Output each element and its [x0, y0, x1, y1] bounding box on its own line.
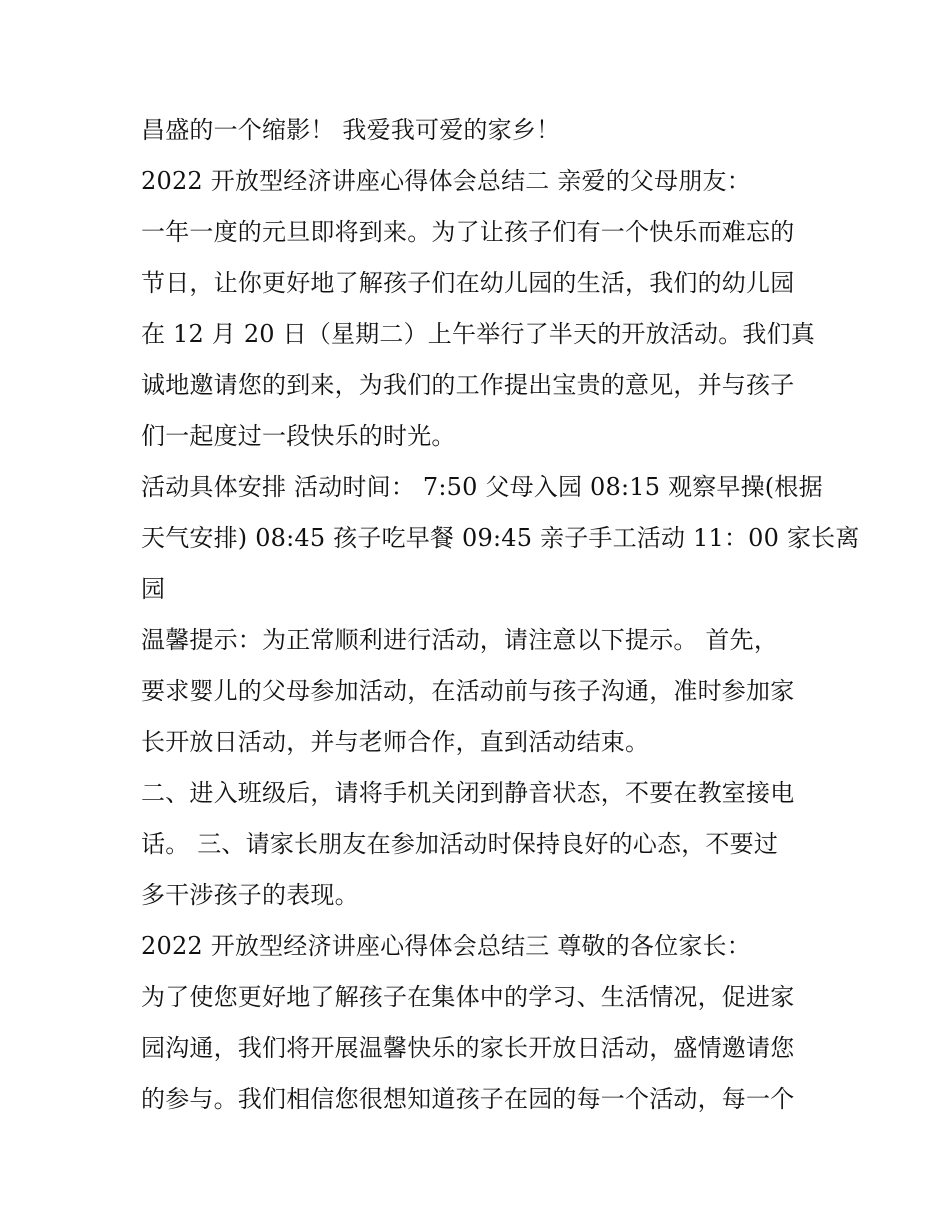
section-heading-line: 2022 开放型经济讲座心得体会总结二 亲爱的父母朋友： — [141, 167, 751, 195]
text-line: 们一起度过一段快乐的时光。 — [141, 422, 456, 450]
text-line: 园 — [141, 575, 166, 603]
text-line: 长开放日活动，并与老师合作，直到活动结束。 — [141, 728, 650, 756]
text-line: 昌盛的一个缩影！ 我爱我可爱的家乡！ — [141, 116, 561, 144]
text-line: 天气安排) 08:45 孩子吃早餐 09:45 亲子手工活动 11：00 家长离 — [141, 524, 860, 552]
text-line: 话。 三、请家长朋友在参加活动时保持良好的心态，不要过 — [141, 830, 779, 858]
text-line: 为了使您更好地了解孩子在集体中的学习、生活情况，促进家 — [141, 983, 795, 1011]
text-line: 一年一度的元旦即将到来。为了让孩子们有一个快乐而难忘的 — [141, 218, 795, 246]
text-line: 节日，让你更好地了解孩子们在幼儿园的生活，我们的幼儿园 — [141, 269, 795, 297]
text-line: 多干涉孩子的表现。 — [141, 881, 359, 909]
text-line: 的参与。我们相信您很想知道孩子在园的每一个活动，每一个 — [141, 1085, 795, 1113]
text-line: 在 12 月 20 日（星期二）上午举行了半天的开放活动。我们真 — [141, 320, 815, 348]
text-line: 诚地邀请您的到来，为我们的工作提出宝贵的意见，并与孩子 — [141, 371, 795, 399]
text-line: 二、进入班级后，请将手机关闭到静音状态，不要在教室接电 — [141, 779, 795, 807]
document-body — [141, 105, 860, 1125]
text-line: 要求婴儿的父母参加活动，在活动前与孩子沟通，准时参加家 — [141, 677, 795, 705]
text-line: 活动具体安排 活动时间： 7:50 父母入园 08:15 观察早操(根据 — [141, 473, 823, 501]
text-line: 园沟通，我们将开展温馨快乐的家长开放日活动，盛情邀请您 — [141, 1034, 795, 1062]
text-line: 温馨提示：为正常顺利进行活动，请注意以下提示。 首先， — [141, 626, 779, 654]
section-heading-line: 2022 开放型经济讲座心得体会总结三 尊敬的各位家长： — [141, 932, 751, 960]
